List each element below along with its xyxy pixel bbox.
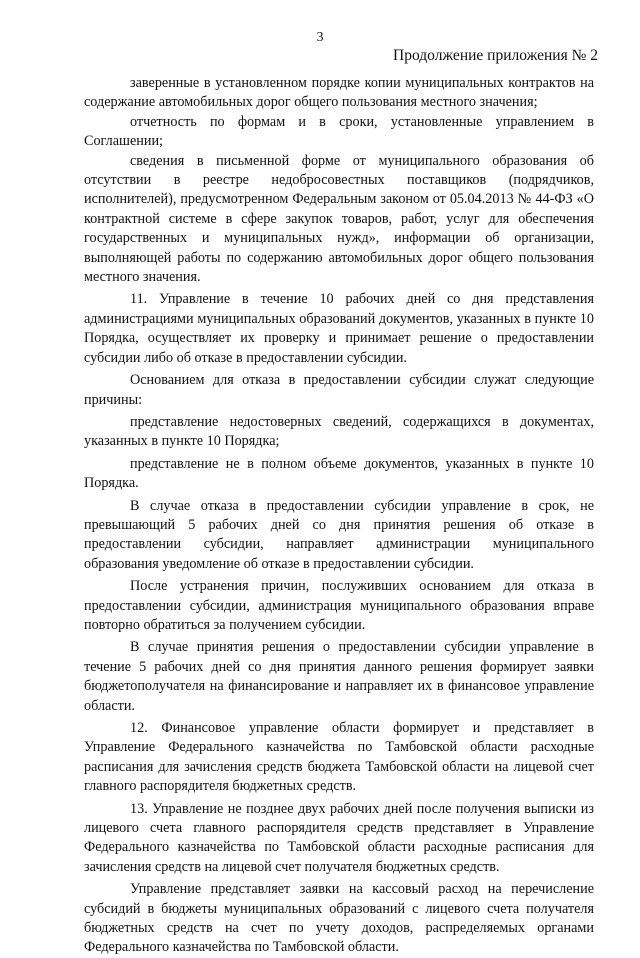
document-body — [84, 74, 594, 958]
paragraph: представление недостоверных сведений, содержащихся в документах, указанных в пункте 10 Порядка; — [84, 413, 594, 450]
paragraph: отчетность по формам и в сроки, установленные управлением в Соглашении; — [84, 113, 594, 150]
paragraph: В случае отказа в предоставлении субсидии управление в срок, не превышающий 5 рабочих дней со дня принятия решения об отказе в предоставлении субсидии, направляет администрации муниципального образования уведомление об отказе в предоставлении субсидии. — [84, 497, 594, 572]
paragraph: 12. Финансовое управление области формирует и представляет в Управление Федерального казначейства по Тамбовской области расходные расписания для зачисления средств бюджета Тамбовской области на лицевой счет главного распорядителя бюджетных средств. — [84, 720, 594, 795]
paragraph: сведения в письменной форме от муниципального образования об отсутствии в реестре недобросовестных поставщиков (подрядчиков, исполнителей), предусмотренном Федеральным законом от 05.04.2013 № 44-ФЗ «О контрактной системе в сфере закупок товаров, работ, услуг для обеспечения государственных и муниципальных нужд», информации об организации, выполняющей работы по содержанию автомобильных дорог общего пользования местного значения. — [84, 152, 594, 286]
paragraph: заверенные в установленном порядке копии муниципальных контрактов на содержание автомобильных дорог общего пользования местного значения; — [84, 75, 594, 111]
appendix-continuation-note: Продолжение приложения № 2 — [393, 47, 598, 64]
page-number: 3 — [316, 30, 324, 45]
paragraph: После устранения причин, послуживших основанием для отказа в предоставлении субсидии, администрация муниципального образования вправе повторно обратиться за получением субсидии. — [84, 578, 594, 633]
paragraph: 13. Управление не позднее двух рабочих дней после получения выписки из лицевого счета главного распорядителя средств представляет в Управление Федерального казначейства по Тамбовской области расходные расписания для зачисления средств на лицевой счет получателя бюджетных средств. — [84, 800, 594, 875]
paragraph: 11. Управление в течение 10 рабочих дней со дня представления администрациями муниципальных образований документов, указанных в пункте 10 Порядка, осуществляет их проверку и принимает решение о предоставлении субсидии либо об отказе в предоставлении субсидии. — [84, 291, 594, 366]
paragraph: В случае принятия решения о предоставлении субсидии управление в течение 5 рабочих дней со дня принятия данного решения формирует заявки бюджетополучателя на финансирование и направляет их в финансовое управление области. — [84, 639, 594, 714]
paragraph: представление не в полном объеме документов, указанных в пункте 10 Порядка. — [84, 455, 594, 492]
paragraph: Управление представляет заявки на кассовый расход на перечисление субсидий в бюджеты муниципальных образований с лицевого счета получателя бюджетных средств на счет по учету доходов, распределяемых органами Федерального казначейства по Тамбовской области. — [84, 881, 594, 956]
paragraph: Основанием для отказа в предоставлении субсидии служат следующие причины: — [84, 372, 594, 408]
